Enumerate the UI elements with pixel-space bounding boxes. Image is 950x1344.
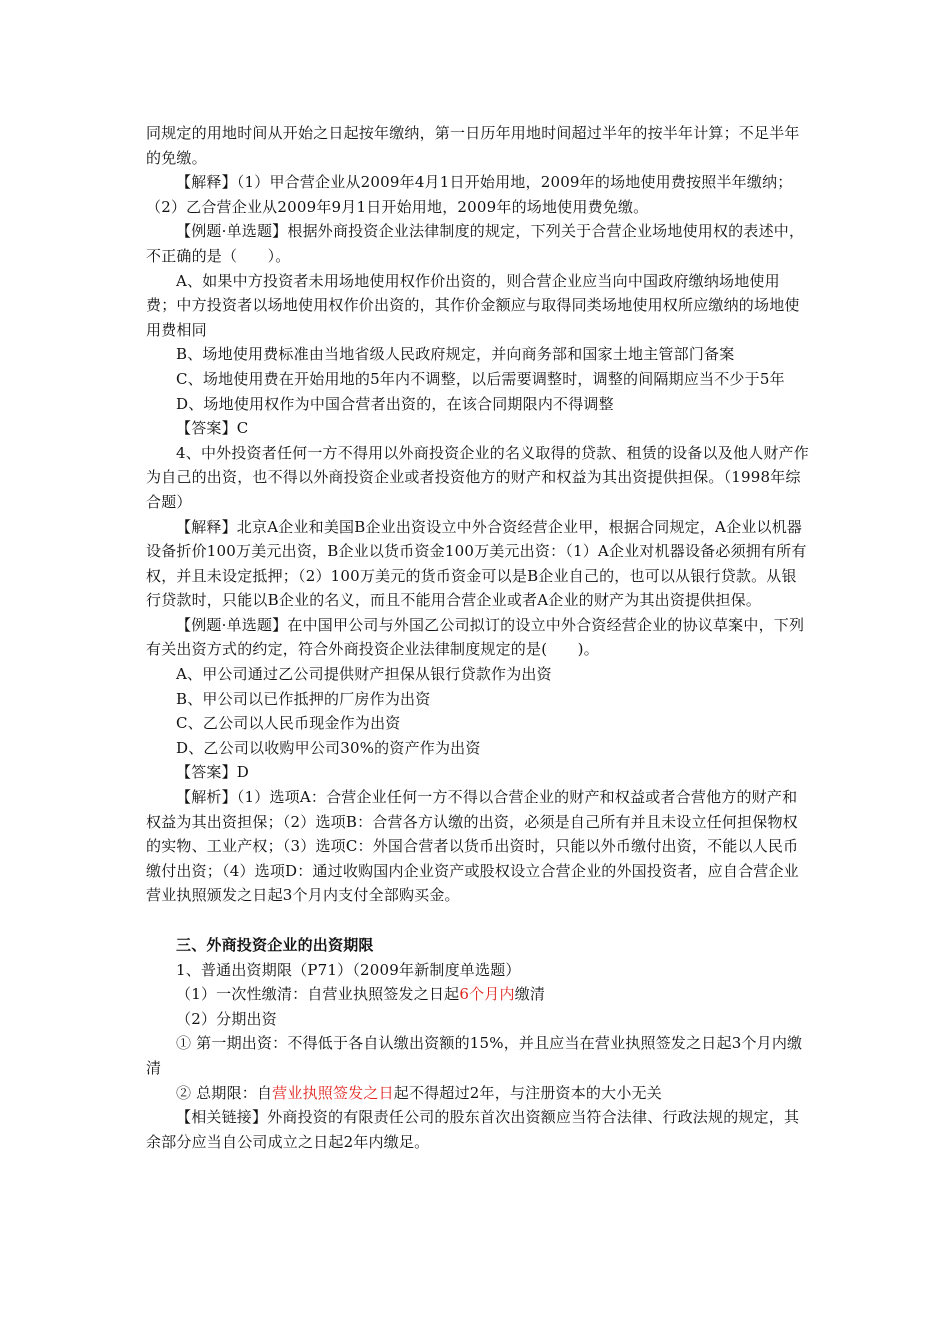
text-span: （1）一次性缴清：自营业执照签发之日起 bbox=[176, 985, 460, 1004]
answer: 【答案】D bbox=[176, 763, 250, 782]
related-link-paragraph: 【相关链接】外商投资的有限责任公司的股东首次出资额应当符合法律、行政法规的规定，其余部分应当自公司成立之日起2年内缴足。 bbox=[146, 1108, 800, 1151]
explanation-paragraph: 【解释】北京A企业和美国B企业出资设立中外合资经营企业甲，根据合同规定，A企业以机器设备折价100万美元出资，B企业以货币资金100万美元出资：（1）A企业对机器设备必须拥有所有权，并且未设定抵押；（2）100万美元的货币资金可以是B企业自己的，也可以从银行贷款。从银行贷款时，只能以B企业的名义，而且不能用合营企业或者A企业的财产为其出资提供担保。 bbox=[146, 517, 807, 610]
first-installment-rule: ① 第一期出资：不得低于各自认缴出资额的15%，并且应当在营业执照签发之日起3个月内缴清 bbox=[146, 1034, 803, 1077]
option-a: A、如果中方投资者未用场地使用权作价出资的，则合营企业应当向中国政府缴纳场地使用费；中方投资者以场地使用权作价出资的，其作价金额应与取得同类场地使用权所应缴纳的场地使用费相同 bbox=[146, 271, 800, 339]
option-c: C、场地使用费在开始用地的5年内不调整，以后需要调整时，调整的间隔期应当不少于5年 bbox=[176, 369, 785, 388]
lump-sum-rule bbox=[146, 982, 810, 1007]
option-b: B、甲公司以已作抵押的厂房作为出资 bbox=[176, 689, 431, 708]
option-c: C、乙公司以人民币现金作为出资 bbox=[176, 714, 401, 733]
document-page bbox=[146, 121, 810, 1154]
paragraph: 同规定的用地时间从开始之日起按年缴纳，第一日历年用地时间超过半年的按半年计算；不足半年的免缴。 bbox=[146, 124, 800, 167]
text-span: ② 总期限：自 bbox=[176, 1083, 273, 1102]
highlighted-text: 6个月内 bbox=[459, 985, 515, 1004]
answer: 【答案】C bbox=[176, 419, 249, 438]
text-span: 起不得超过2年，与注册资本的大小无关 bbox=[393, 1083, 662, 1102]
rule-paragraph: 4、中外投资者任何一方不得用以外商投资企业的名义取得的贷款、租赁的设备以及他人财产作为自己的出资，也不得以外商投资企业或者投资他方的财产和权益为其出资提供担保。（1998年综合题） bbox=[146, 443, 809, 511]
explanation-paragraph: 【解释】（1）甲合营企业从2009年4月1日开始用地，2009年的场地使用费按照半年缴纳；（2）乙合营企业从2009年9月1日开始用地，2009年的场地使用费免缴。 bbox=[146, 173, 793, 216]
option-d: D、乙公司以收购甲公司30%的资产作为出资 bbox=[176, 738, 481, 757]
option-b: B、场地使用费标准由当地省级人民政府规定，并向商务部和国家土地主管部门备案 bbox=[176, 345, 735, 364]
installment-title: （2）分期出资 bbox=[176, 1009, 277, 1028]
subsection-title: 1、普通出资期限（P71）（2009年新制度单选题） bbox=[176, 960, 521, 979]
example-question: 【例题·单选题】根据外商投资企业法律制度的规定，下列关于合营企业场地使用权的表述中，不正确的是（ ）。 bbox=[146, 222, 805, 265]
total-term-rule bbox=[146, 1081, 810, 1106]
text-span: 缴清 bbox=[514, 985, 546, 1004]
analysis-paragraph: 【解析】（1）选项A：合营企业任何一方不得以合营企业的财产和权益或者合营他方的财产和权益为其出资担保；（2）选项B：合营各方认缴的出资，必须是自己所有并且未设立任何担保物权的实物、工业产权；（3）选项C：外国合营者以货币出资时，只能以外币缴付出资，不能以人民币缴付出资；（4）选项D：通过收购国内企业资产或股权设立合营企业的外国投资者，应自合营企业营业执照颁发之日起3个月内支付全部购买金。 bbox=[146, 788, 799, 905]
option-a: A、甲公司通过乙公司提供财产担保从银行贷款作为出资 bbox=[176, 665, 552, 684]
highlighted-text: 营业执照签发之日 bbox=[272, 1083, 394, 1102]
option-d: D、场地使用权作为中国合营者出资的，在该合同期限内不得调整 bbox=[176, 394, 614, 413]
example-question: 【例题·单选题】在中国甲公司与外国乙公司拟订的设立中外合资经营企业的协议草案中，下列有关出资方式的约定，符合外商投资企业法律制度规定的是( )。 bbox=[146, 615, 805, 659]
section-heading: 三、外商投资企业的出资期限 bbox=[176, 936, 374, 954]
